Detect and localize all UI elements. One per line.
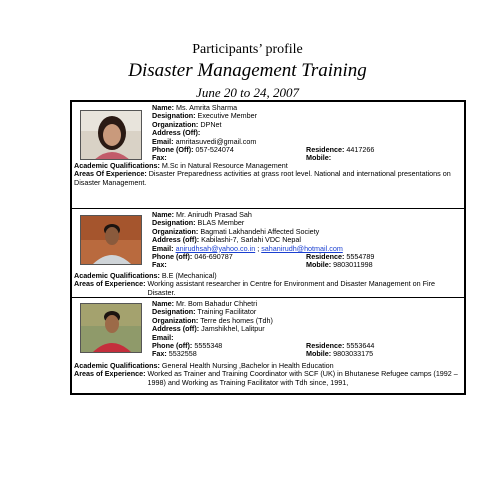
page-title: Disaster Management Training xyxy=(128,60,367,81)
residence-label: Residence: xyxy=(306,251,345,261)
email-label: Email: xyxy=(152,136,174,146)
participant-name: Mr. Bom Bahadur Chhetri xyxy=(175,299,258,308)
designation-value: Executive Member xyxy=(197,111,258,121)
organization-label: Organization: xyxy=(152,119,199,129)
address-label: Address (off): xyxy=(152,324,200,334)
name-label: Name: xyxy=(152,299,174,308)
residence-label: Residence: xyxy=(306,340,345,350)
qualifications-block xyxy=(74,272,459,297)
designation-label: Designation: xyxy=(152,218,196,228)
email-link[interactable]: anirudhsah@yahoo.co.in xyxy=(175,243,256,253)
page-header xyxy=(0,42,495,101)
email-separator: ; xyxy=(257,243,260,253)
address-label: Address (off): xyxy=(152,235,200,245)
experience-label: Areas of Experience: xyxy=(74,369,146,379)
designation-label: Designation: xyxy=(152,111,196,121)
phone-value: 057-524074 xyxy=(195,144,234,154)
qualifications-label: Academic Qualifications: xyxy=(74,361,160,370)
phone-value: 5555348 xyxy=(194,340,223,350)
mobile-label: Mobile: xyxy=(306,260,332,270)
fax-label: Fax: xyxy=(152,349,167,359)
phone-value: 046-690787 xyxy=(194,251,233,261)
fax-value: 5532558 xyxy=(168,349,197,359)
email-value: amritasuvedi@gmail.com xyxy=(175,136,257,146)
qualifications-value: M.Sc in Natural Resource Management xyxy=(161,161,288,170)
email-link-secondary[interactable]: sahanirudh@hotmail.com xyxy=(261,243,343,253)
email-label: Email: xyxy=(152,332,174,342)
email-label: Email: xyxy=(152,243,174,253)
phone-label: Phone (off): xyxy=(152,251,193,261)
residence-value: 5554789 xyxy=(346,251,375,261)
qualifications-value: General Health Nursing ,Bachelor in Health Education xyxy=(161,361,334,370)
qualifications-label: Academic Qualifications: xyxy=(74,161,160,170)
participant-entry xyxy=(72,102,464,209)
organization-label: Organization: xyxy=(152,315,199,325)
mobile-label: Mobile: xyxy=(306,349,332,359)
name-label: Name: xyxy=(152,210,174,219)
participant-details xyxy=(152,210,375,270)
experience-label: Areas of Experience: xyxy=(74,279,146,289)
designation-value: Training Facilitator xyxy=(197,307,257,317)
organization-value: DPNet xyxy=(200,119,222,129)
experience-value: Working assistant researcher in Centre for Environment and Disaster Management on Fire Disaster. xyxy=(147,279,436,297)
qualifications-block xyxy=(74,162,459,187)
fax-label: Fax: xyxy=(152,260,167,270)
participant-name: Ms. Amrita Sharma xyxy=(175,103,238,112)
experience-value: Worked as Trainer and Training Coordinator with SCF (UK) in Bhutanese Refugee camps (1992 – 1998) and Working as Training Facilitator with Tdh since, 1991, xyxy=(147,369,458,387)
date-range: June 20 to 24, 2007 xyxy=(196,85,299,100)
qualifications-block xyxy=(74,362,459,387)
participant-entry xyxy=(72,298,464,393)
designation-value: BLAS Member xyxy=(197,218,245,228)
organization-value: Terre des homes (Tdh) xyxy=(200,315,273,325)
participant-photo xyxy=(80,110,142,160)
organization-label: Organization: xyxy=(152,226,199,236)
mobile-value: 9803011998 xyxy=(333,260,373,270)
address-value: Kabilashi-7, Sarlahi VDC Nepal xyxy=(201,235,301,245)
participant-details xyxy=(152,103,375,163)
address-value: Jamshikhel, Lalitpur xyxy=(201,324,265,334)
participant-photo xyxy=(80,303,142,353)
header-subtitle: Participants’ profile xyxy=(192,42,303,57)
name-label: Name: xyxy=(152,103,174,112)
residence-value: 4417266 xyxy=(346,144,375,154)
designation-label: Designation: xyxy=(152,307,196,317)
fax-label: Fax: xyxy=(152,153,167,163)
residence-value: 5553644 xyxy=(346,340,375,350)
phone-label: Phone (Off): xyxy=(152,144,194,154)
participant-photo xyxy=(80,215,142,265)
residence-label: Residence: xyxy=(306,144,345,154)
mobile-value: 9803033175 xyxy=(333,349,374,359)
experience-value: Disaster Preparedness activities at grass root level. National and international presentations on Disaster Management. xyxy=(74,169,451,187)
address-label: Address (Off): xyxy=(152,128,201,138)
participant-entry xyxy=(72,209,464,298)
qualifications-label: Academic Qualifications: xyxy=(74,271,160,280)
experience-label: Areas Of Experience: xyxy=(74,169,147,179)
participant-details xyxy=(152,299,375,359)
qualifications-value: B.E (Mechanical) xyxy=(161,271,217,280)
profiles-table xyxy=(70,100,466,395)
mobile-label: Mobile: xyxy=(306,153,332,163)
participant-name: Mr. Anirudh Prasad Sah xyxy=(175,210,252,219)
phone-label: Phone (off): xyxy=(152,340,193,350)
organization-value: Bagmati Lakhandehi Affected Society xyxy=(200,226,320,236)
